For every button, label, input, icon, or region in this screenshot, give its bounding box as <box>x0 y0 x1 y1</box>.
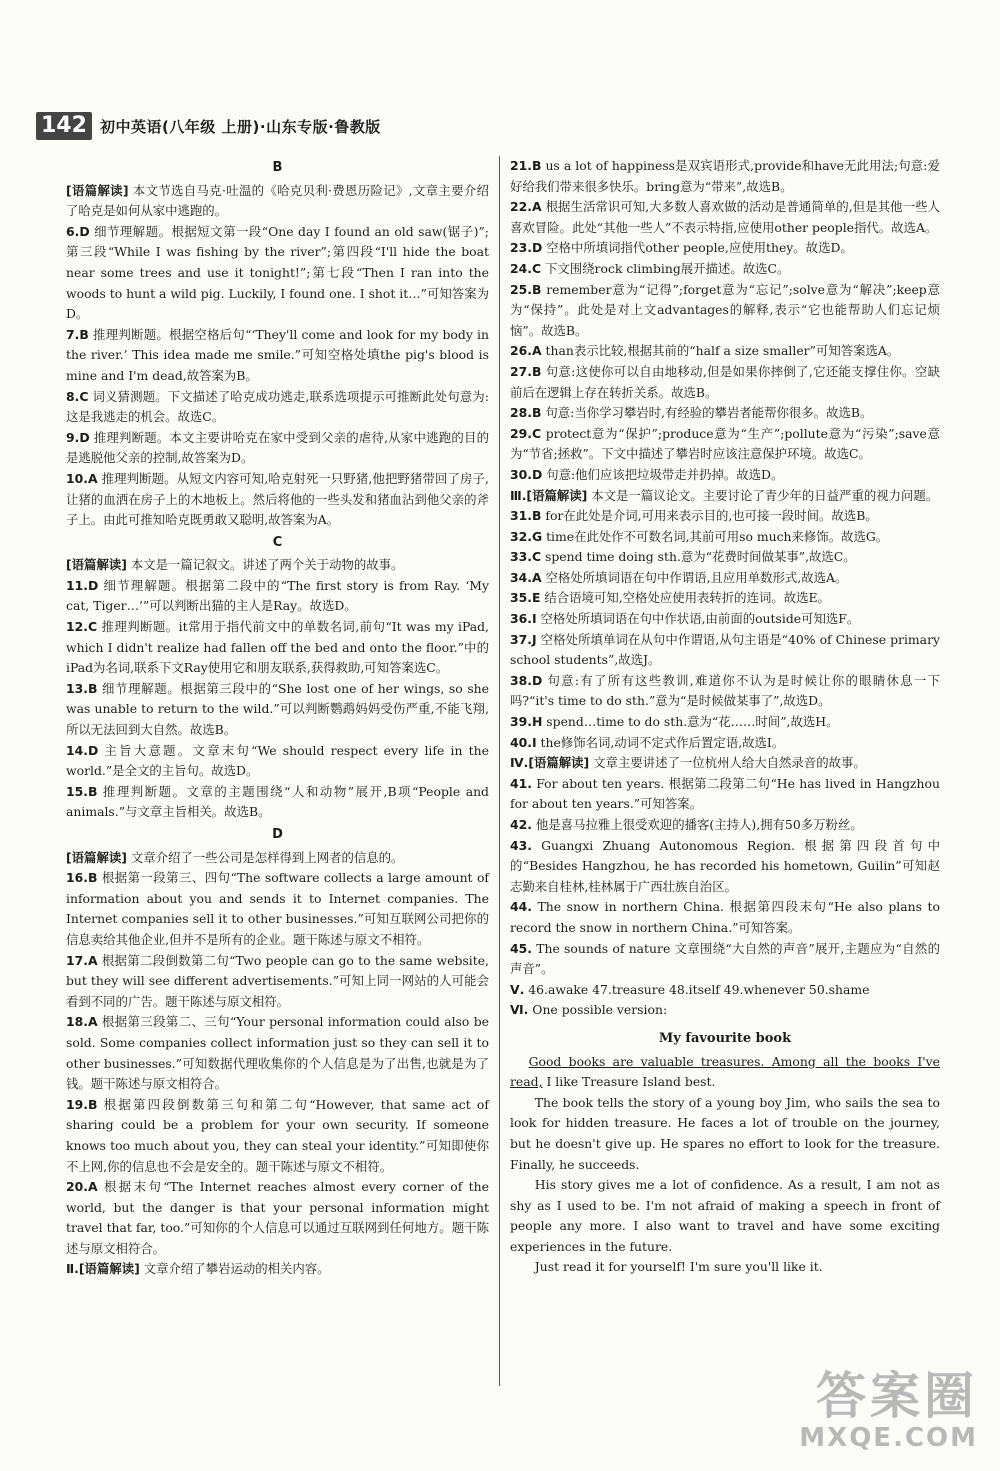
item-label: 32.G <box>510 528 543 544</box>
item-text: The sounds of nature 文章围绕“大自然的声音”展开,主题应为“自然的声音”。 <box>510 940 940 977</box>
answer-item <box>510 156 940 197</box>
essay <box>510 1029 940 1278</box>
item-text: Guangxi Zhuang Autonomous Region. 根据第四段首句中的“Besides Hangzhou, he has recorded his hometown, Guilin”可知赵志勤来自桂林,桂林属于广西壮族自治区。 <box>510 837 940 894</box>
item-label: 31.B <box>510 508 542 524</box>
item-text: 细节理解题。根据第三段中的“She lost one of her wings, so she was unable to return to the wild.”可以判断鹦鹉妈妈受伤严重,不能飞翔,所以无法回到大自然。故选B。 <box>66 680 489 738</box>
answer-item <box>510 836 940 898</box>
item-label: [语篇解读] <box>66 182 129 198</box>
item-label: 21.B <box>510 158 542 173</box>
item-text: 空格处所填词语在句中作谓语,且应用单数形式,故选A。 <box>545 569 848 585</box>
section-heading: C <box>272 534 283 550</box>
item-label: 25.B <box>510 281 542 297</box>
passage-note <box>510 486 940 507</box>
item-text: time在此处作不可数名词,其前可用so much来修饰。故选G。 <box>546 528 889 544</box>
answer-item <box>510 403 940 424</box>
answer-item <box>66 868 489 950</box>
item-label: 29.C <box>510 425 542 441</box>
answer-item <box>66 428 489 469</box>
item-label: 18.A <box>66 1014 98 1030</box>
answer-item <box>510 733 940 754</box>
answer-item <box>66 617 489 679</box>
item-label: [语篇解读] <box>66 849 127 865</box>
item-text: than表示比较,根据其前的“half a size smaller”可知答案选A。 <box>545 343 900 359</box>
page-number: 142 <box>36 112 92 140</box>
item-label: 27.B <box>510 363 542 379</box>
item-label: 17.A <box>66 952 98 968</box>
item-text: 下文围绕rock climbing展开描述。故选C。 <box>545 260 790 276</box>
answer-item <box>510 630 940 671</box>
item-label: 10.A <box>66 470 98 486</box>
item-text: 他是喜马拉雅上很受欢迎的播客(主持人),拥有50多万粉丝。 <box>535 817 863 832</box>
right-column <box>510 156 940 1278</box>
item-label: 38.D <box>510 672 543 688</box>
answer-item <box>66 1095 489 1177</box>
item-text: spend time doing sth.意为“花费时间做某事”,故选C。 <box>545 549 856 565</box>
essay-paragraph: The book tells the story of a young boy Jim, who sails the sea to look for hidden treasure. He faces a lot of trouble on the journey, but he doesn't give up. He spares no effort to look for the treasure. Finally, he succeeds. <box>510 1094 940 1172</box>
passage-note <box>66 1259 489 1280</box>
item-text: 推理判断题。根据空格后句“‘They'll come and look for my body in the river.’ This idea made me smile.”可知空格处填the pig's blood is mine and I'm dead,故答案为B。 <box>66 326 489 383</box>
answer-item <box>510 259 940 280</box>
item-text: 文章主要讲述了一位杭州人给大自然录音的故事。 <box>593 755 866 771</box>
answer-item <box>66 1012 489 1094</box>
item-label: 9.D <box>66 429 90 445</box>
item-text: us a lot of happiness是双宾语形式,provide和have无此用法;句意:爱好给我们带来很多快乐。bring意为“带来”,故选B。 <box>510 158 940 194</box>
item-label: 19.B <box>66 1096 98 1112</box>
answer-item <box>510 897 940 938</box>
item-label: 37.J <box>510 631 537 647</box>
item-label: 45. <box>510 940 532 956</box>
item-text: 本文节选自马克·吐温的《哈克贝利·费恩历险记》,文章主要介绍了哈克是如何从家中逃跑的。 <box>66 182 489 219</box>
essay-first-rest: I like Treasure Island best. <box>542 1074 716 1090</box>
item-text: 文章介绍了攀岩运动的相关内容。 <box>143 1261 330 1277</box>
essay-underlined-sentence: Good books are valuable treasures. Among all the books I've read, <box>510 1053 940 1090</box>
item-text: the修饰名词,动词不定式作后置定语,故选I。 <box>540 734 785 750</box>
item-label: 13.B <box>66 680 98 696</box>
section-heading: D <box>272 827 283 842</box>
item-text: 句意:这使你可以自由地移动,但是如果你摔倒了,它还能支撑住你。空缺前后在逻辑上存在转折关系。故选B。 <box>510 363 940 400</box>
item-text: 根据第四段倒数第三句和第二句“However, that same act of sharing could be a problem for your own security. If someone knows too much about you, they can steal your identity.”可知即使你不上网,你的信息也不会是安全的。题干陈述与原文不相符。 <box>66 1096 489 1174</box>
answer-item <box>510 939 940 980</box>
item-label: 41. <box>510 775 532 791</box>
item-label: 8.C <box>66 388 89 404</box>
item-text: 细节理解题。根据短文第一段“One day I found an old saw(锯子)”;第三段“While I was fishing by the river”;第四段“I'll hide the boat near some trees and use it tonight!”;第七段“Then I ran into the woods to hunt a wild pig. Luckily, I found one. I shot it…”可知答案为D。 <box>66 223 489 322</box>
book-title: 初中英语(八年级 上册)·山东专版·鲁教版 <box>99 117 381 136</box>
left-column <box>66 156 489 1280</box>
item-label: 44. <box>510 899 532 915</box>
item-text: remember意为“记得”;forget意为“忘记”;solve意为“解决”;keep意为“保持”。此处是对上文advantages的解释,表示“它也能帮助人们忘记烦恼”。故选B。 <box>510 281 940 338</box>
item-label: 35.E <box>510 590 541 606</box>
answer-item <box>66 469 489 531</box>
answer-item <box>510 506 940 527</box>
item-text: 推理判断题。从短文内容可知,哈克射死一只野猪,他把野猪带回了房子,让猪的血洒在房子上的木地板上。然后将他的一些头发和猪血沾到他父亲的斧子上。由此可推知哈克既勇敢又聪明,故答案为A。 <box>66 470 489 528</box>
passage-note <box>510 753 940 774</box>
answer-item <box>66 325 489 387</box>
item-text: for在此处是介词,可用来表示目的,也可接一段时间。故选B。 <box>545 508 878 524</box>
item-label: 34.A <box>510 569 542 585</box>
item-text: 句意:有了所有这些教训,难道你不认为是时候让你的眼睛休息一下吗?“it's time to do sth.”意为“是时候做某事了”,故选D。 <box>510 672 940 709</box>
logo-text: 答案圈 <box>816 1367 978 1425</box>
answer-item <box>510 815 940 836</box>
item-label: Ⅵ. <box>510 1002 529 1018</box>
answer-item <box>510 424 940 465</box>
item-label: 42. <box>510 817 532 832</box>
passage-note <box>510 1000 940 1021</box>
essay-paragraph: His story gives me a lot of confidence. As a result, I am not as shy as I used to be. I'm not afraid of making a speech in front of people any more. I also want to travel and have some exciting experiences in the future. <box>510 1177 940 1254</box>
item-label: 36.I <box>510 611 537 627</box>
item-text: 推理判断题。it常用于指代前文中的单数名词,前句“It was my iPad, which I didn't realize had fallen off the bed and onto the floor.”中的iPad为名词,联系下文Ray使用它和朋友联系,获得救助,可知答案选C。 <box>66 619 489 676</box>
item-label: 23.D <box>510 240 543 256</box>
passage-note <box>66 555 489 576</box>
item-label: 14.D <box>66 742 99 758</box>
item-text: 46.awake 47.treasure 48.itself 49.whenever 50.shame <box>528 981 870 997</box>
site-logo <box>799 1369 978 1453</box>
item-label: 7.B <box>66 326 89 342</box>
item-label: 40.I <box>510 734 537 750</box>
item-label: 22.A <box>510 199 542 215</box>
item-text: 文章介绍了一些公司是怎样得到上网者的信息的。 <box>130 849 404 865</box>
item-text: 本文是一篇记叙文。讲述了两个关于动物的故事。 <box>130 557 404 573</box>
item-label: 6.D <box>66 223 90 239</box>
item-text: 根据第三段第二、三句“Your personal information could also be sold. Some companies collect information just so they can sell it to other businesses.”可知数据代理收集你的个人信息是为了出售,也就是为了钱。题干陈述与原文相符合。 <box>66 1014 489 1092</box>
answer-item <box>66 387 489 428</box>
item-label: Ⅱ.[语篇解读] <box>66 1261 140 1277</box>
item-label: Ⅴ. <box>510 981 525 997</box>
item-label: 30.D <box>510 466 543 482</box>
item-text: 根据第二段倒数第二句“Two people can go to the same website, but they will see different advertisements.”可知上同一网站的人可能会看到不同的广告。题干陈述与原文相符。 <box>66 952 489 1009</box>
item-label: 33.C <box>510 549 542 565</box>
item-text: 空格处所填词语在句中作状语,由前面的outside可知选F。 <box>540 611 860 627</box>
answer-item <box>510 774 940 815</box>
item-text: 词义猜测题。下文描述了哈克成功逃走,联系选项提示可推断此处句意为:这是我逃走的机会。故选C。 <box>66 388 489 425</box>
answer-item <box>66 1177 489 1259</box>
item-text: For about ten years. 根据第二段第二句“He has lived in Hangzhou for about ten years.”可知答案。 <box>510 775 940 812</box>
answer-item <box>510 197 940 238</box>
essay-title: My favourite book <box>658 1030 792 1046</box>
item-text: 本文是一篇议论文。主要讨论了青少年的日益严重的视力问题。 <box>591 487 939 503</box>
answer-item <box>510 568 940 589</box>
item-text: 句意:当你学习攀岩时,有经验的攀岩者能帮你很多。故选B。 <box>545 405 873 421</box>
item-label: Ⅲ.[语篇解读] <box>510 487 588 503</box>
item-label: 24.C <box>510 260 542 276</box>
answer-item <box>510 712 940 733</box>
item-text: 空格处所填单词在从句中作谓语,从句主语是“40% of Chinese primary school students”,故选J。 <box>510 631 940 668</box>
item-label: 26.A <box>510 343 542 359</box>
item-text: 根据生活常识可知,大多数人喜欢做的活动是普通简单的,但是其他一些人喜欢冒险。此处“其他一些人”不表示特指,应使用other people指代。故选A。 <box>510 199 940 235</box>
answer-item <box>510 609 940 630</box>
item-label: Ⅳ.[语篇解读] <box>510 755 590 771</box>
item-label: 39.H <box>510 714 543 730</box>
page-header <box>36 112 381 140</box>
answer-item <box>510 280 940 342</box>
answer-item <box>510 238 940 259</box>
item-label: 16.B <box>66 870 98 886</box>
item-label: 15.B <box>66 783 98 799</box>
answer-item <box>66 741 489 782</box>
answer-item <box>66 576 489 617</box>
answer-item <box>510 465 940 486</box>
item-text: 句意:他们应该把垃圾带走并扔掉。故选D。 <box>546 466 784 482</box>
answer-item <box>66 679 489 741</box>
answer-item <box>510 527 940 548</box>
answer-item <box>66 951 489 1013</box>
passage-note <box>66 181 489 222</box>
item-text: 根据第一段第三、四句“The software collects a large amount of information about you and sends it to Internet companies. The Internet companies sell it to other businesses.”可知互联网公司把你的信息卖给其他企业,但并不是所有的企业。题干陈述与原文不相符。 <box>66 870 489 947</box>
answer-item <box>510 362 940 403</box>
answer-item <box>510 671 940 712</box>
item-text: One possible version: <box>532 1002 668 1018</box>
answer-item <box>66 222 489 325</box>
answer-item <box>510 588 940 609</box>
passage-note <box>66 848 489 869</box>
answer-item <box>510 547 940 568</box>
item-text: protect意为“保护”;produce意为“生产”;pollute意为“污染”;save意为“节省;拯救”。下文中描述了攀岩时应该注意保护环境。故选C。 <box>510 425 940 462</box>
item-label: 11.D <box>66 577 99 593</box>
item-text: 推理判断题。本文主要讲哈克在家中受到父亲的虐待,从家中逃跑的目的是逃脱他父亲的控制,故答案为D。 <box>66 429 489 466</box>
essay-paragraph: Just read it for yourself! I'm sure you'll like it. <box>534 1259 823 1275</box>
item-label: [语篇解读] <box>66 557 127 573</box>
item-text: 结合语境可知,空格处应使用表转折的连词。故选E。 <box>544 590 830 606</box>
logo-domain: MXQE.COM <box>799 1423 978 1453</box>
item-text: 空格中所填词指代other people,应使用they。故选D。 <box>546 240 853 256</box>
item-label: 43. <box>510 837 532 853</box>
item-label: 12.C <box>66 619 98 635</box>
item-text: spend…time to do sth.意为“花……时间”,故选H。 <box>546 714 839 730</box>
item-text: 细节理解题。根据第二段中的“The first story is from Ray. ‘My cat, Tiger…’”可以判断出猫的主人是Ray。故选D。 <box>66 577 489 614</box>
passage-note <box>510 980 940 1001</box>
column-divider <box>499 156 500 1386</box>
item-text: The snow in northern China. 根据第四段末句“He also plans to record the snow in northern China.”可知答案。 <box>510 899 940 935</box>
item-label: 28.B <box>510 405 542 421</box>
section-heading: B <box>272 160 283 175</box>
answer-item <box>510 341 940 362</box>
item-text: 推理判断题。文章的主题围绕“人和动物”展开,B项“People and animals.”与文章主旨相关。故选B。 <box>66 783 489 820</box>
item-text: 主旨大意题。文章末句“We should respect every life in the world.”是全文的主旨句。故选D。 <box>66 742 489 779</box>
answer-item <box>66 782 489 823</box>
item-label: 20.A <box>66 1179 98 1195</box>
right-column-items <box>510 156 940 1021</box>
item-text: 根据末句“The Internet reaches almost every corner of the world, but the danger is that your personal information might travel that far, too.”可知你的个人信息可以通过互联网到任何地方。题干陈述与原文相符合。 <box>66 1179 489 1256</box>
essay-paragraph <box>510 1052 940 1093</box>
